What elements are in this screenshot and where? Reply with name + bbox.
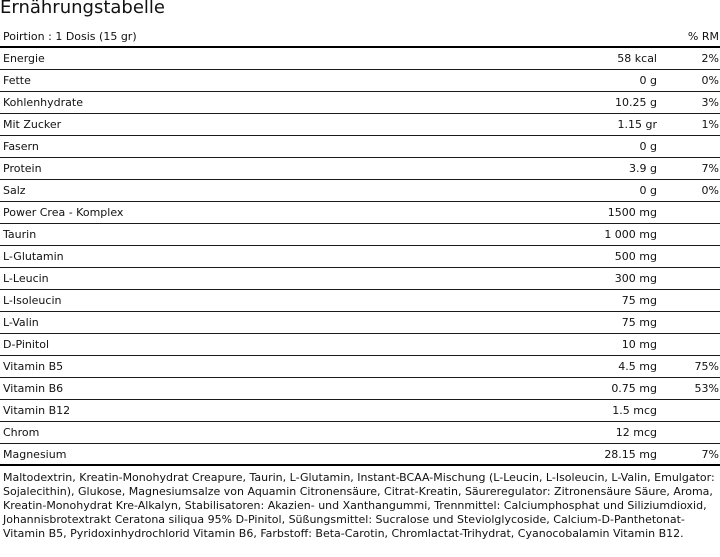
nutrient-rm-percent: 0% (701, 184, 719, 197)
nutrient-amount: 4.5 mg (618, 360, 657, 373)
table-row (0, 202, 720, 224)
nutrition-table (0, 26, 720, 466)
nutrient-label: Fette (3, 74, 31, 87)
nutrient-rm-percent: 2% (701, 52, 719, 65)
table-row (0, 92, 720, 114)
nutrient-rm-percent: 7% (701, 162, 719, 175)
nutrient-label: Energie (3, 52, 45, 65)
nutrient-amount: 1500 mg (607, 206, 657, 219)
nutrient-amount: 28.15 mg (604, 448, 657, 461)
nutrient-rm-percent: 7% (701, 448, 719, 461)
nutrient-amount: 0 g (639, 140, 657, 153)
table-row (0, 356, 720, 378)
nutrient-amount: 500 mg (614, 250, 657, 263)
nutrient-amount: 1.15 gr (617, 118, 657, 131)
nutrient-amount: 300 mg (614, 272, 657, 285)
table-row (0, 246, 720, 268)
nutrient-label: L-Glutamin (3, 250, 64, 263)
nutrient-label: Power Crea - Komplex (3, 206, 124, 219)
nutrient-amount: 1 000 mg (604, 228, 657, 241)
table-row (0, 158, 720, 180)
portion-value: : 1 Dosis (15 gr) (44, 30, 137, 43)
nutrient-rm-percent: 3% (701, 96, 719, 109)
nutrient-label: Vitamin B12 (3, 404, 71, 417)
table-row (0, 70, 720, 92)
table-row (0, 136, 720, 158)
nutrient-amount: 58 kcal (617, 52, 657, 65)
table-row (0, 312, 720, 334)
nutrient-label: Protein (3, 162, 42, 175)
nutrient-label: L-Valin (3, 316, 39, 329)
table-row (0, 444, 720, 466)
table-header-row (0, 26, 720, 48)
ingredients-text: Maltodextrin, Kreatin-Monohydrat Creapure, Taurin, L-Glutamin, Instant-BCAA-Mischung (L-Leucin, L-Isoleucin, L-Valin, Emulgator: Sojalecithin), Glukose, Magnesiumsalze von Aquamin Citronensäure, Citrat-Kreatin, Säureregulator: Zitronensäure Säure, Aroma, Kreatin-Monohydrat Kre-Alkalyn, Stabilisatoren: Akazien- und Xanthangummi, Trennmittel: Calciumphosphat und Siliziumdioxid, Johannisbrotextrakt Ceratona siliqua 95% D-Pinitol, Süßungsmittel: Sucralose und Steviolglycoside, Calcium-D-Panthetonat-Vitamin B5, Pyridoxinhydrochlorid Vitamin B6, Farbstoff: Beta-Carotin, Chromlactat-Trihydrat, Cyanocobalamin Vitamin B12. (3, 471, 715, 540)
nutrient-label: Chrom (3, 426, 40, 439)
page-title: Ernährungstabelle (0, 0, 165, 18)
nutrient-label: Magnesium (3, 448, 67, 461)
nutrient-rm-percent: 75% (694, 360, 719, 373)
table-row (0, 378, 720, 400)
table-row (0, 224, 720, 246)
table-row (0, 268, 720, 290)
nutrient-label: Vitamin B5 (3, 360, 64, 373)
nutrient-amount: 0 g (639, 184, 657, 197)
nutrient-label: Kohlenhydrate (3, 96, 83, 109)
nutrient-amount: 10 mg (621, 338, 657, 351)
nutrient-label: Vitamin B6 (3, 382, 64, 395)
nutrient-rm-percent: 53% (694, 382, 719, 395)
table-row (0, 400, 720, 422)
nutrient-amount: 1.5 mcg (612, 404, 657, 417)
nutrient-label: Mit Zucker (3, 118, 62, 131)
nutrient-amount: 12 mcg (615, 426, 657, 439)
nutrient-rm-percent: 1% (701, 118, 719, 131)
table-body (0, 48, 720, 466)
nutrient-label: L-Isoleucin (3, 294, 62, 307)
nutrient-amount: 75 mg (621, 294, 657, 307)
nutrient-label: L-Leucin (3, 272, 49, 285)
nutrient-label: Salz (3, 184, 26, 197)
portion-cell (3, 26, 137, 47)
nutrient-rm-percent: 0% (701, 74, 719, 87)
nutrient-label: D-Pinitol (3, 338, 50, 351)
rm-header: % RM (687, 30, 719, 43)
portion-label: Poirtion (3, 30, 45, 43)
nutrient-label: Taurin (3, 228, 37, 241)
table-row (0, 114, 720, 136)
table-row (0, 422, 720, 444)
nutrient-amount: 3.9 g (629, 162, 657, 175)
table-row (0, 48, 720, 70)
table-row (0, 180, 720, 202)
nutrient-amount: 0 g (639, 74, 657, 87)
nutrient-label: Fasern (3, 140, 39, 153)
nutrient-amount: 10.25 g (615, 96, 657, 109)
nutrient-amount: 75 mg (621, 316, 657, 329)
nutrient-amount: 0.75 mg (611, 382, 657, 395)
table-row (0, 334, 720, 356)
table-row (0, 290, 720, 312)
